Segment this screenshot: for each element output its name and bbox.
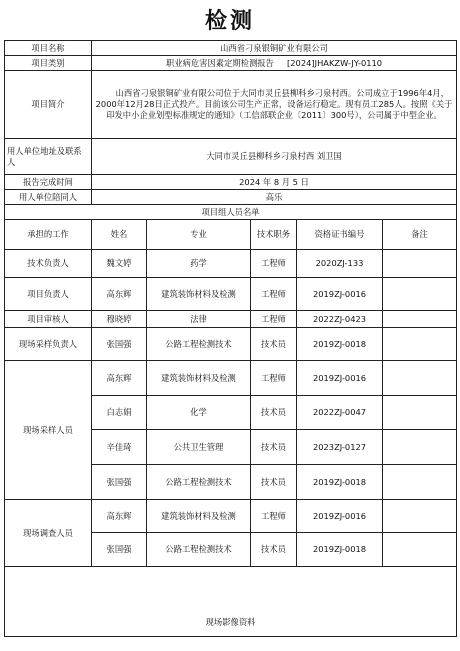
title-cell: 工程师 [251, 311, 297, 328]
note-cell [383, 396, 457, 430]
header-cert: 资格证书编号 [297, 220, 383, 250]
project-type-text: 职业病危害因素定期检测报告 [165, 57, 274, 68]
duty-cell: 项目审核人 [5, 311, 92, 328]
duty-cell: 项目负责人 [5, 278, 92, 311]
cert-cell: 2022ZJ-0047 [297, 396, 383, 430]
address-label: 用人单位地址及联系人 [5, 139, 92, 175]
note-cell [383, 500, 457, 533]
major-cell: 公共卫生管理 [147, 430, 251, 465]
cert-cell: 2019ZJ-0016 [297, 361, 383, 396]
name-cell: 辛佳琦 [92, 430, 147, 465]
table-row [5, 361, 457, 396]
title-cell: 工程师 [251, 250, 297, 278]
header-note: 备注 [383, 220, 457, 250]
note-cell [383, 250, 457, 278]
row-project-name [5, 41, 457, 56]
title-cell: 技术员 [251, 396, 297, 430]
duty-cell: 技术负责人 [5, 250, 92, 278]
cert-cell: 2022ZJ-0423 [297, 311, 383, 328]
name-cell: 魏文婷 [92, 250, 147, 278]
major-cell: 法律 [147, 311, 251, 328]
cert-cell: 2020ZJ-133 [297, 250, 383, 278]
name-cell: 张国强 [92, 533, 147, 567]
row-escort [5, 190, 457, 205]
note-cell [383, 328, 457, 361]
title-cell: 技术员 [251, 430, 297, 465]
photo-label: 现场影像资料 [5, 567, 457, 637]
intro-text: 山西省刁泉银铜矿业有限公司位于大同市灵丘县柳科乡刁泉村西。公司成立于1996年4月，2000年12月28日正式投产。目前该公司生产正常，设备运行稳定。现有员工285人。按照《关于印发中小企业划型标准规定的通知》（工信部联企业〔2011〕300号），公司属于中型企业。 [92, 71, 457, 139]
escort-label: 用人单位陪同人 [5, 190, 92, 205]
escort-value: 高乐 [92, 190, 457, 205]
title-cell: 工程师 [251, 361, 297, 396]
address-value: 大同市灵丘县柳科乡刁泉村西 刘卫国 [92, 139, 457, 175]
duty-cell: 现场调查人员 [5, 500, 92, 567]
title-cell: 工程师 [251, 500, 297, 533]
title-cell: 工程师 [251, 278, 297, 311]
note-cell [383, 533, 457, 567]
row-project-intro [5, 71, 457, 139]
report-table [4, 40, 457, 637]
cert-cell: 2019ZJ-0016 [297, 278, 383, 311]
cert-cell: 2019ZJ-0018 [297, 465, 383, 500]
project-type-value [92, 56, 457, 71]
project-type-label: 项目类别 [5, 56, 92, 71]
major-cell: 建筑装饰材料及检测 [147, 361, 251, 396]
staff-section-title: 项目组人员名单 [5, 205, 457, 220]
note-cell [383, 278, 457, 311]
project-name-label: 项目名称 [5, 41, 92, 56]
cert-cell: 2019ZJ-0018 [297, 533, 383, 567]
duty-cell: 现场采样负责人 [5, 328, 92, 361]
table-row [5, 311, 457, 328]
row-date [5, 175, 457, 190]
report-number: [2024]JHAKZW-JY-0110 [287, 57, 383, 68]
cert-cell: 2019ZJ-0018 [297, 328, 383, 361]
title-cell: 技术员 [251, 533, 297, 567]
header-title: 技术职务 [251, 220, 297, 250]
name-cell: 穆晓婷 [92, 311, 147, 328]
major-cell: 建筑装饰材料及检测 [147, 278, 251, 311]
major-cell: 化学 [147, 396, 251, 430]
date-label: 报告完成时间 [5, 175, 92, 190]
major-cell: 建筑装饰材料及检测 [147, 500, 251, 533]
cert-cell: 2019ZJ-0016 [297, 500, 383, 533]
cert-cell: 2023ZJ-0127 [297, 430, 383, 465]
table-row [5, 328, 457, 361]
project-name-value: 山西省刁泉银铜矿业有限公司 [92, 41, 457, 56]
date-value: 2024 年 8 月 5 日 [92, 175, 457, 190]
duty-cell: 现场采样人员 [5, 361, 92, 500]
name-cell: 高东辉 [92, 361, 147, 396]
note-cell [383, 465, 457, 500]
header-duty: 承担的工作 [5, 220, 92, 250]
note-cell [383, 430, 457, 465]
name-cell: 高东辉 [92, 278, 147, 311]
row-address [5, 139, 457, 175]
header-major: 专业 [147, 220, 251, 250]
name-cell: 张国强 [92, 328, 147, 361]
page-title: 检测 [204, 8, 255, 34]
major-cell: 公路工程检测技术 [147, 533, 251, 567]
note-cell [383, 311, 457, 328]
table-row [5, 500, 457, 533]
major-cell: 药学 [147, 250, 251, 278]
row-photo [5, 567, 457, 637]
row-project-type [5, 56, 457, 71]
name-cell: 高东辉 [92, 500, 147, 533]
name-cell: 张国强 [92, 465, 147, 500]
major-cell: 公路工程检测技术 [147, 465, 251, 500]
table-row [5, 278, 457, 311]
name-cell: 白志娟 [92, 396, 147, 430]
intro-label: 项目简介 [5, 71, 92, 139]
note-cell [383, 361, 457, 396]
major-cell: 公路工程检测技术 [147, 328, 251, 361]
title-cell: 技术员 [251, 465, 297, 500]
table-row [5, 250, 457, 278]
staff-header-row [5, 220, 457, 250]
row-staff-title [5, 205, 457, 220]
header-name: 姓名 [92, 220, 147, 250]
title-cell: 技术员 [251, 328, 297, 361]
